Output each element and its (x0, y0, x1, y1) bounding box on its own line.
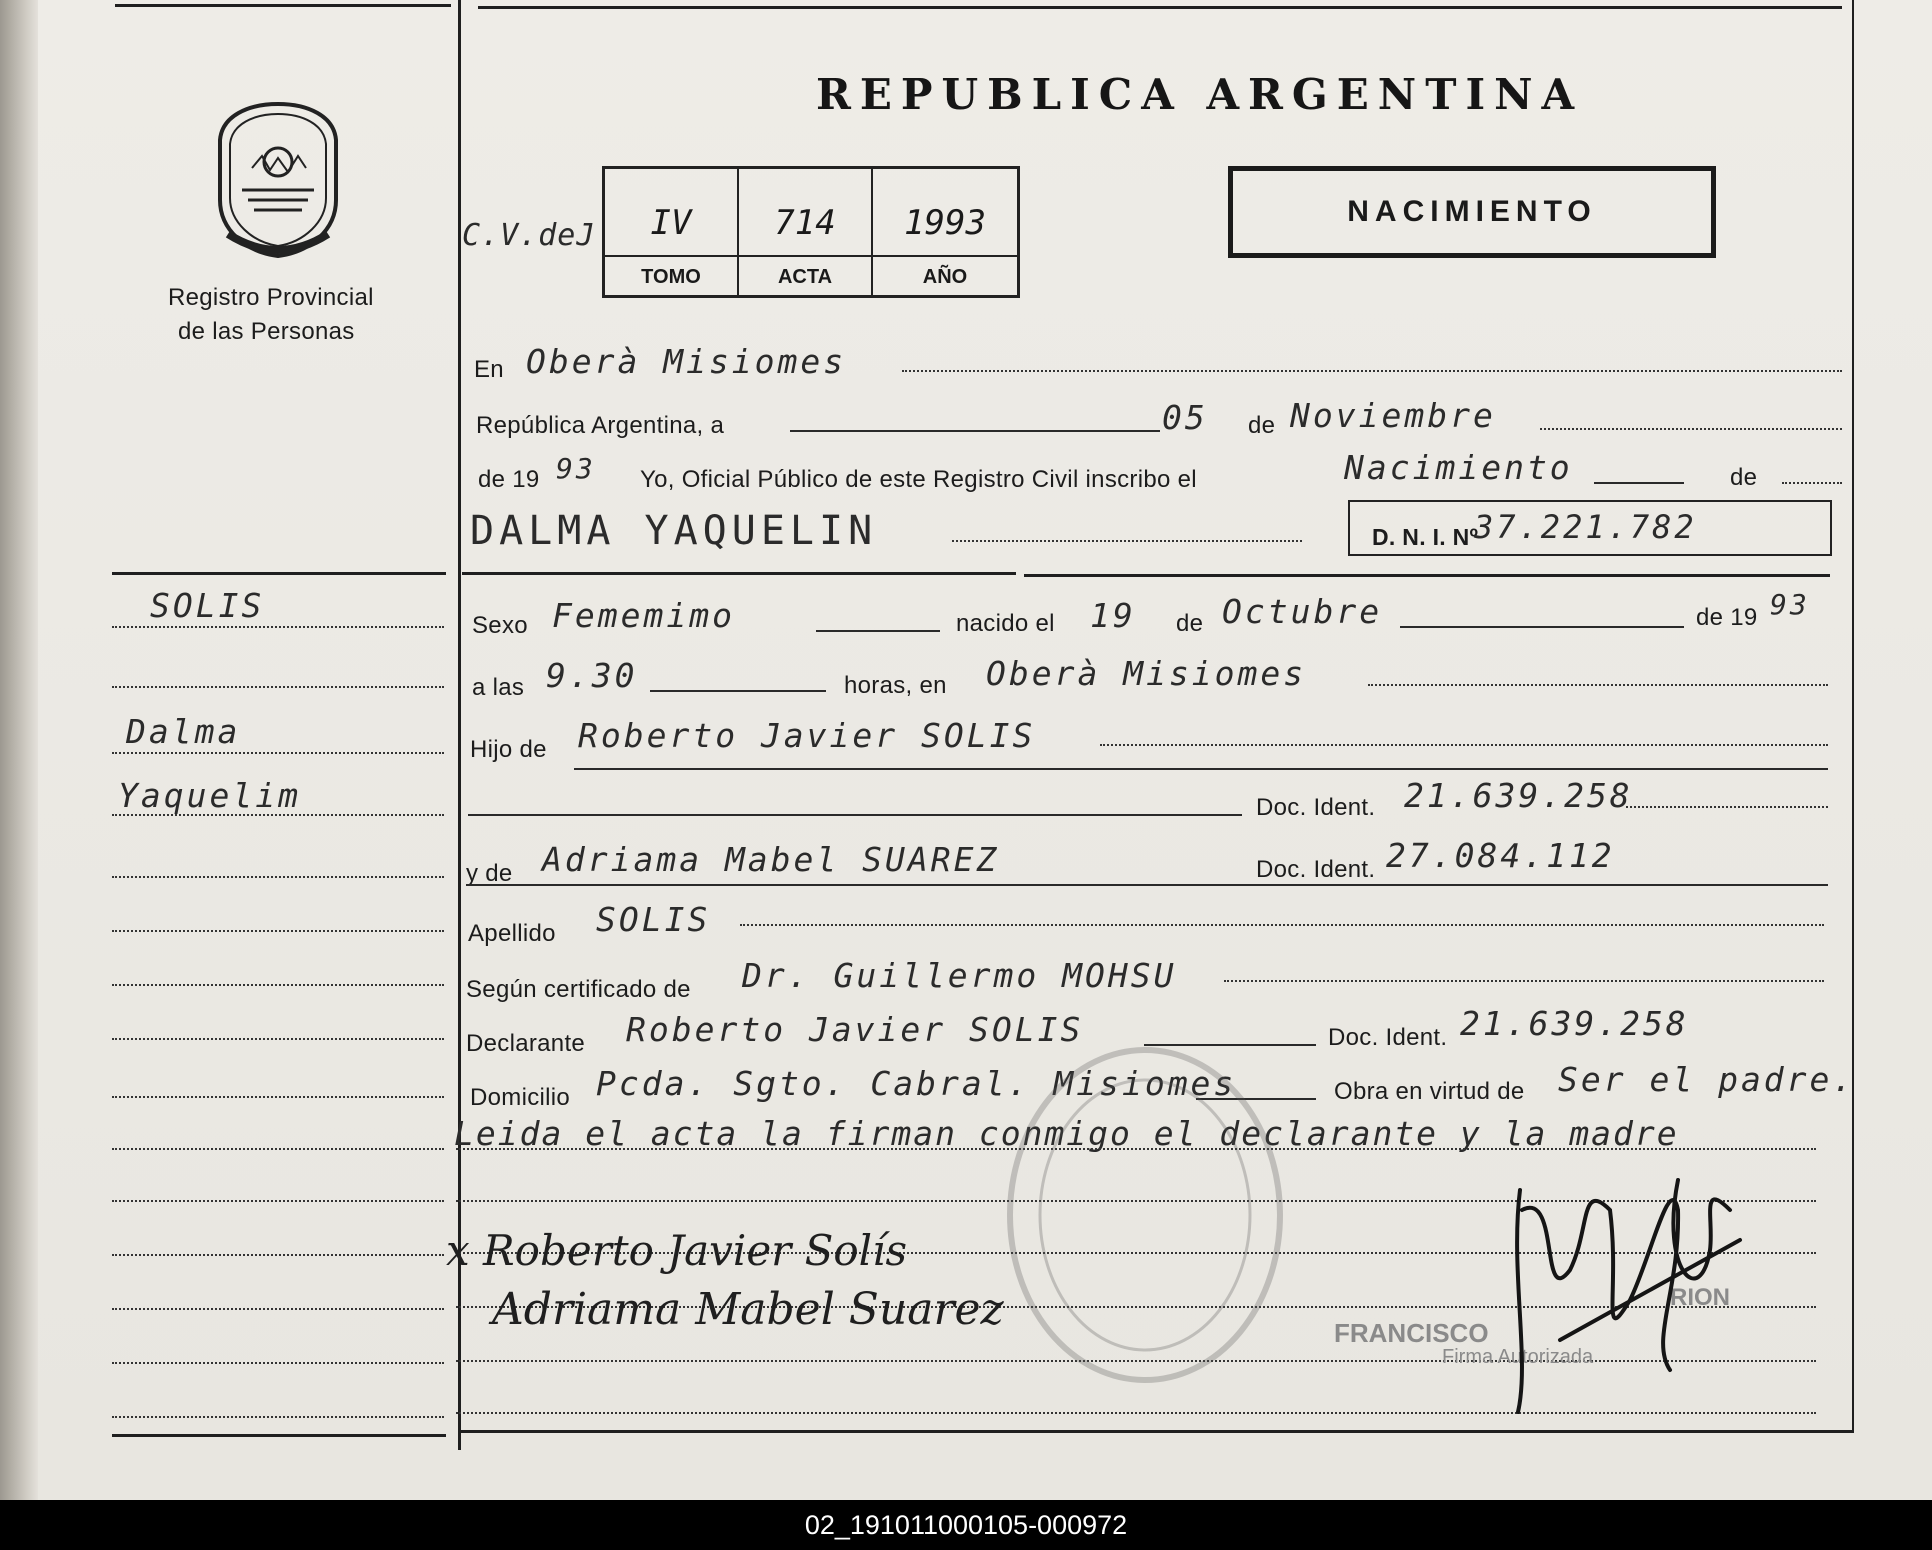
nac-dia-value: 19 (1090, 596, 1136, 635)
nac-mes-value: Octubre (1222, 592, 1383, 631)
de-final-label: de (1730, 464, 1758, 491)
official-signature (1500, 1150, 1750, 1420)
acta-cell (739, 169, 873, 295)
medico-value: Dr. Guillermo MOHSU (742, 956, 1177, 995)
margin-line (112, 1200, 444, 1202)
tomo-cell (605, 169, 739, 295)
top-rule-left (115, 4, 451, 7)
line-hora (650, 690, 826, 692)
line-en (902, 370, 1842, 372)
dia-value: 05 (1162, 398, 1208, 437)
dni-value: 37.221.782 (1474, 508, 1697, 546)
apellido-label: Apellido (468, 920, 556, 947)
bottom-rule-left (112, 1434, 446, 1437)
madre-value: Adriama Mabel SUAREZ (542, 840, 1000, 879)
declarante-label: Declarante (466, 1030, 586, 1057)
padre-doc-value: 21.639.258 (1404, 776, 1633, 815)
anio-value: 93 (556, 452, 596, 485)
obra-label: Obra en virtud de (1334, 1078, 1525, 1105)
ano-label: AÑO (922, 266, 968, 288)
page-binding-edge (0, 0, 38, 1500)
misiones-seal-icon (212, 100, 344, 258)
separator-left (112, 572, 446, 575)
country-title: REPUBLICA ARGENTINA (816, 70, 1584, 119)
signature-declarante: x Roberto Javier Solís (446, 1226, 908, 1275)
de-label: de (1248, 412, 1276, 439)
right-border (1852, 0, 1854, 1432)
margin-line (112, 1096, 444, 1098)
line-de-final (1782, 482, 1842, 484)
dni-label: D. N. I. Nº (1372, 524, 1479, 550)
nac-de-label: de (1176, 610, 1204, 637)
margin-line (112, 1308, 444, 1310)
y-de-label: y de (466, 860, 513, 887)
line-padre-dots (1100, 744, 1828, 746)
mes-value: Noviembre (1290, 396, 1496, 435)
line-acto (1594, 482, 1684, 484)
ano-cell (873, 169, 1017, 295)
line-medico (1224, 980, 1824, 982)
republica-label: República Argentina, a (476, 412, 725, 439)
top-rule-right (478, 6, 1842, 9)
declarante-value: Roberto Javier SOLIS (626, 1010, 1084, 1049)
acto-value: Nacimiento (1344, 448, 1573, 487)
line-nac-mes (1400, 626, 1684, 628)
separator-right (1024, 574, 1830, 577)
hora-value: 9.30 (546, 656, 638, 695)
acta-prefix: C.V.deJ (462, 218, 596, 253)
padre-doc-label: Doc. Ident. (1256, 794, 1376, 821)
madre-doc-value: 27.084.112 (1386, 836, 1615, 875)
line-madre (466, 884, 1828, 886)
nac-lugar-value: Oberà Misiomes (986, 654, 1307, 693)
domicilio-value: Pcda. Sgto. Cabral. Misiomes (596, 1064, 1237, 1103)
domicilio-label: Domicilio (470, 1084, 571, 1111)
margin-line (112, 1148, 444, 1150)
image-code: 02_191011000105-000972 (804, 1509, 1128, 1540)
en-label: En (474, 356, 504, 383)
line-sexo (816, 630, 940, 632)
a-las-label: a las (472, 674, 525, 701)
line-apellido (740, 924, 1824, 926)
declarante-doc-value: 21.639.258 (1460, 1004, 1689, 1043)
margin-nombre1: Dalma (126, 712, 241, 751)
margin-line (112, 1416, 444, 1418)
madre-doc-label: Doc. Ident. (1256, 856, 1376, 883)
nacido-label: nacido el (956, 610, 1055, 637)
margin-line (112, 752, 444, 754)
margin-line (112, 984, 444, 986)
margin-line (112, 1254, 444, 1256)
tomo-value: IV (650, 203, 692, 243)
line-mes (1540, 428, 1842, 430)
acta-label: ACTA (777, 266, 833, 288)
line-nac-lugar (1368, 684, 1828, 686)
leida-text: Leida el acta la firman conmigo el declarante y la madre (454, 1114, 1679, 1153)
nac-anio-value: 93 (1770, 588, 1810, 621)
line-padre (574, 768, 1828, 770)
ano-value: 1993 (904, 203, 986, 243)
sexo-label: Sexo (472, 612, 528, 639)
lugar-value: Oberà Misiomes (526, 342, 847, 381)
stamp-name: FRANCISCO (1334, 1318, 1489, 1348)
horas-en-label: horas, en (844, 672, 947, 699)
acta-table (602, 166, 1020, 298)
declarante-doc-label: Doc. Ident. (1328, 1024, 1448, 1051)
padre-value: Roberto Javier SOLIS (578, 716, 1036, 755)
stamp-sub: Firma Autorizada (1442, 1346, 1594, 1368)
separator-mid (462, 572, 1016, 575)
image-code-bar (0, 1500, 1932, 1550)
nombre-value: DALMA YAQUELIN (470, 508, 878, 554)
registry-name-line1: Registro Provincial (168, 284, 374, 311)
margin-apellido: SOLIS (150, 586, 265, 625)
margin-line (112, 930, 444, 932)
margin-line (112, 686, 444, 688)
margin-line (112, 814, 444, 816)
acta-value: 714 (774, 203, 836, 243)
bottom-rule-right (458, 1430, 1854, 1433)
margin-line (112, 1038, 444, 1040)
stamp-name2: RION (1670, 1284, 1730, 1311)
hijo-label: Hijo de (470, 736, 547, 763)
line-padre-extra (468, 814, 1242, 816)
apellido-value: SOLIS (596, 900, 711, 939)
margin-line (112, 876, 444, 878)
oficial-text: Yo, Oficial Público de este Registro Civil inscribo el (640, 466, 1197, 493)
nac-de19-label: de 19 (1696, 604, 1758, 631)
de19-label: de 19 (478, 466, 540, 493)
official-stamp-icon (1000, 1040, 1290, 1390)
margin-line (112, 626, 444, 628)
line-nombre (952, 540, 1302, 542)
sexo-value: Fememimo (552, 596, 735, 635)
registry-name-line2: de las Personas (178, 318, 355, 345)
obra-value: Ser el padre. (1558, 1060, 1856, 1099)
document-type-box: NACIMIENTO (1228, 166, 1716, 258)
margin-line (112, 1362, 444, 1364)
segun-label: Según certificado de (466, 976, 691, 1003)
margin-nombre2: Yaquelim (118, 776, 301, 815)
line-republica (790, 430, 1160, 432)
line-padre-doc (1626, 806, 1828, 808)
signature-madre: Adriama Mabel Suarez (492, 1284, 1004, 1335)
tomo-label: TOMO (641, 266, 701, 288)
